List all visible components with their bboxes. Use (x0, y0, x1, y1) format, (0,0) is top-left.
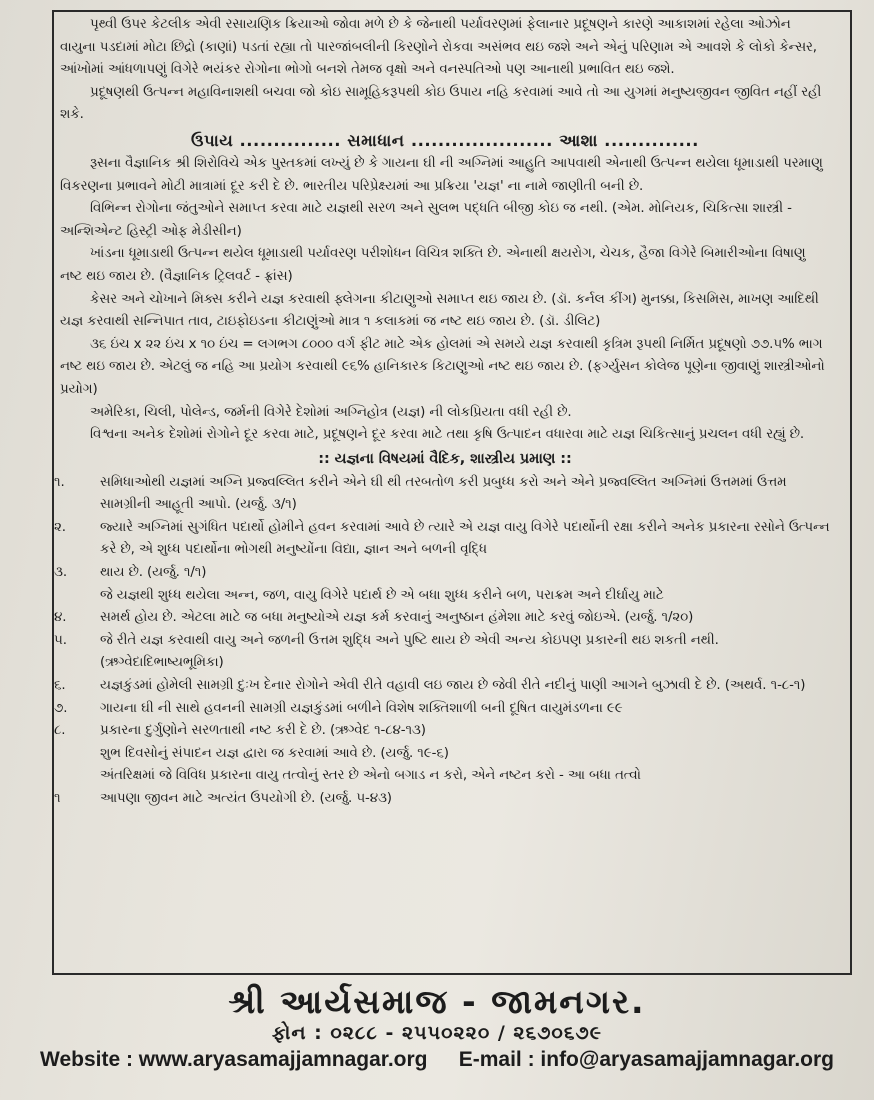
vedic-evidence-heading: :: યજ્ઞના વિષયમાં વૈદિક, શાસ્ત્રીય પ્રમાણ :: (318, 450, 572, 467)
list-number: ૩. (54, 565, 67, 581)
body-paragraph: વિભિન્ન રોગોના જંતુઓને સમાપ્ત કરવા માટે યજ્ઞથી સરળ અને સુલભ પદ્ધતિ બીજી કોઇ જ નથી. (એમ. મોનિયક, ચિકિત્સા શાસ્ત્રી - અન્શિએન્ટ હિસ્ટ્રી ઓફ મેડીસીન) (60, 201, 792, 239)
body-paragraph: રૂસના વૈજ્ઞાનિક શ્રી શિરોવિચે એક પુસ્તકમાં લખ્યું છે કે ગાયના ઘી ની અગ્નિમાં આહુતિ આપવાથી એનાથી ઉત્પન્ન થયેલા ધૂમાડાથી પરમાણુ વિકરણના પ્રભાવને મોટી માત્રામાં દૂર કરી દે છે. ભારતીય પરિપ્રેક્ષ્યમાં આ પ્રક્રિયા 'યજ્ઞ' ના નામે જાણીતી બની છે. (60, 155, 823, 194)
intro-paragraph: પૃથ્વી ઉપર કેટલીક એવી રસાયણિક ક્રિયાઓ જોવા મળે છે કે જેનાથી પર્યાવરણમાં ફેલાનાર પ્રદૂષણને કારણે આકાશમાં રહેલા ઓઝોન વાયુના પડદામાં મોટા છિદ્રો (કાણાં) પડતાં રહ્યા તો પારજાંબલીની કિરણોને રોકવા અસંભવ થઇ જશે અને એનું પરિણામ એ આવશે કે લોકો કેન્સર, આંખોમાં આંધળાપણું વિગેરે ભયંકર રોગોના ભોગો બનશે તેમજ વૃક્ષો અને વનસ્પતિઓ પણ આનાથી પ્રભાવિત થઇ જશે. (60, 17, 817, 78)
body-paragraph: કેસર અને ચોખાને મિક્સ કરીને યજ્ઞ કરવાથી ફ્લેગના કીટાણુઓ સમાપ્ત થઇ જાય છે. (ડૉ. કર્નલ કીંગ) મુનક્કા, કિસમિસ, માખણ આદિથી યજ્ઞ કરવાથી સન્નિપાત તાવ, ટાઇફોઇડના કીટાણુંઓ માત્ર ૧ કલાકમાં જ નષ્ટ થઇ જાય છે. (ડૉ. ડીલિટ) (60, 291, 819, 330)
website-link[interactable]: Website : www.aryasamajjamnagar.org (40, 1048, 428, 1071)
list-number: ૪. (54, 610, 67, 626)
list-number: ૭. (54, 700, 68, 716)
list-item (54, 562, 830, 585)
list-text: જે યજ્ઞથી શુધ્ધ થયેલા અન્ન, જળ, વાયુ વિગેરે પદાર્થ છે એ બધા શુધ્ધ કરીને બળ, પરાક્રમ અને દીર્ઘાયુ માટે (100, 587, 664, 603)
list-text: શુભ દિવસોનું સંપાદન યજ્ઞ દ્વારા જ કરવામાં આવે છે. (યર્જુ. ૧૯-૬) (100, 745, 449, 761)
article-body (54, 14, 830, 811)
list-text: આપણા જીવન માટે અત્યંત ઉપયોગી છે. (યર્જુ. ૫-૪૩) (100, 791, 392, 806)
phone-numbers: ફોન : ૦૨૮૮ - ૨૫૫૦૨૨૦ / ૨૬૭૦૬૭૯ (272, 1022, 602, 1044)
organization-title: શ્રી આર્યસમાજ - જામનગર. (228, 982, 646, 1021)
evidence-list (54, 472, 830, 811)
list-item (54, 698, 830, 721)
list-text: યજ્ઞકુંડમાં હોમેલી સામગ્રી દુઃખ દેનાર રોગોને એવી રીતે વહાવી લઇ જાય છે જેવી રીતે નદીનું પાણી આગને બુઝાવી દે છે. (અથર્વ. ૧-૮-૧) (100, 678, 806, 694)
list-number: ૧. (54, 474, 65, 490)
list-number: ૧ (54, 791, 61, 806)
list-text: જે રીતે યજ્ઞ કરવાથી વાયુ અને જળની ઉત્તમ શુદ્ધિ અને પુષ્ટિ થાય છે એવી અન્ય કોઇપણ પ્રકારની થઇ શકતી નથી. (ઋગ્વેદાદિભાષ્યભૂમિકા) (100, 632, 719, 671)
list-item (54, 788, 830, 811)
list-item (54, 607, 830, 630)
list-text: જ્યારે અગ્નિમાં સુગંધિત પદાર્થો હોમીને હવન કરવામાં આવે છે ત્યારે એ યજ્ઞ વાયુ વિગેરે પદાર્થોની રક્ષા કરીને અનેક પ્રકારના રસોને ઉત્પન્ન કરે છે, એ શુધ્ધ પદાર્થોના ભોગથી મનુષ્યોંના વિદ્યા, જ્ઞાન અને બળની વૃદ્ધિ (100, 519, 830, 558)
list-number: ૮. (54, 723, 66, 739)
list-number: ૬. (54, 678, 66, 694)
list-item (54, 720, 830, 743)
list-item (54, 630, 830, 675)
list-item (54, 517, 830, 562)
list-number: ૫. (54, 632, 67, 648)
list-item (54, 675, 830, 698)
body-paragraph: ખાંડના ધૂમાડાથી ઉત્પન્ન થયેલ ધૂમાડાથી પર્યાવરણ પરીશોધન વિચિત્ર શક્તિ છે. એનાથી ક્ષયરોગ, ચેચક, હૈજા વિગેરે બિમારીઓના વિષાણુ નષ્ટ થઇ જાય છે. (વૈજ્ઞાનિક ટ્રિલવર્ટ - ફ્રાંસ) (60, 246, 806, 284)
list-text: સમર્થ હોય છે. એટલા માટે જ બધા મનુષ્યોએ યજ્ઞ કર્મ કરવાનું અનુષ્ઠાન હંમેશા માટે કરવું જોઇએ. (યર્જુ. ૧/૨૦) (100, 610, 694, 626)
list-text: સમિધાઓથી યજ્ઞમાં અગ્નિ પ્રજ્વલ્લિત કરીને એને ઘી થી તરબતોળ કરી પ્રબુધ્ધ કરો અને એને પ્રજ્વલ્લિત અગ્નિમાં ઉત્તમમાં ઉત્તમ સામગ્રીની આહૂતી આપો. (યર્જુ. ૩/૧) (100, 474, 787, 513)
list-number: ૨. (54, 519, 66, 535)
list-item (54, 472, 830, 517)
list-text: થાય છે. (યર્જુ. ૧/૧) (100, 565, 207, 581)
body-paragraph: અમેરિકા, ચિલી, પોલેન્ડ, જર્મની વિગેરે દેશોમાં અગ્નિહોત્ર (યજ્ઞ) ની લોકપ્રિયતા વધી રહી છે. (90, 404, 572, 420)
intro-paragraph: પ્રદૂષણથી ઉત્પન્ન મહાવિનાશથી બચવા જો કોઇ સામૂહિકરૂપથી કોઇ ઉપાય નહિ કરવામાં આવે તો આ યુગમાં મનુષ્યજીવન જીવિત નહીં રહી શકે. (60, 84, 822, 123)
list-text: ગાયના ઘી ની સાથે હવનની સામગ્રી યજ્ઞકુંડમાં બળીને વિશેષ શક્તિશાળી બની દૂષિત વાયુમંડળના ૯૯ (100, 700, 623, 716)
list-item (60, 585, 830, 608)
body-paragraph: વિશ્વના અનેક દેશોમાં રોગોને દૂર કરવા માટે, પ્રદૂષણને દૂર કરવા માટે તથા કૃષિ ઉત્પાદન વધારવા માટે યજ્ઞ ચિકિત્સાનું પ્રચલન વધી રહ્યું છે. (90, 427, 805, 443)
body-paragraph: ૩૬ ઇંચ x ૨૨ ઇંચ x ૧૦ ઇંચ = લગભગ ૮૦૦૦ વર્ગ ફીટ માટે એક હોલમાં એ સમયે યજ્ઞ કરવાથી કૃત્રિમ રૂપથી નિર્મિત પ્રદૂષણો ૭૭.૫% ભાગ નષ્ટ થઇ જાય છે. એટલું જ નહિ આ પ્રયોગ કરવાથી ૯૬% હાનિકારક કિટાણુઓ નષ્ટ થઇ જાય છે. (ફર્ગ્યુસન કોલેજ પૂણેના જીવાણું શાસ્ત્રીઓનો પ્રયોગ) (60, 336, 825, 397)
list-text: પ્રકારના દુર્ગુણોને સરળતાથી નષ્ટ કરી દે છે. (ઋગ્વેદ ૧-૮૪-૧૩) (100, 723, 426, 739)
email-link[interactable]: E-mail : info@aryasamajjamnagar.org (458, 1048, 834, 1071)
list-text: અંતરિક્ષમાં જે વિવિધ પ્રકારના વાયુ તત્વોનું સ્તર છે એનો બગાડ ન કરો, એને નષ્ટન કરો - આ બધા તત્વો (100, 768, 641, 784)
list-item (60, 743, 830, 766)
list-item (60, 765, 830, 788)
solution-heading: ઉપાય ............... સમાધાન ..................... આશા .............. (191, 130, 699, 150)
